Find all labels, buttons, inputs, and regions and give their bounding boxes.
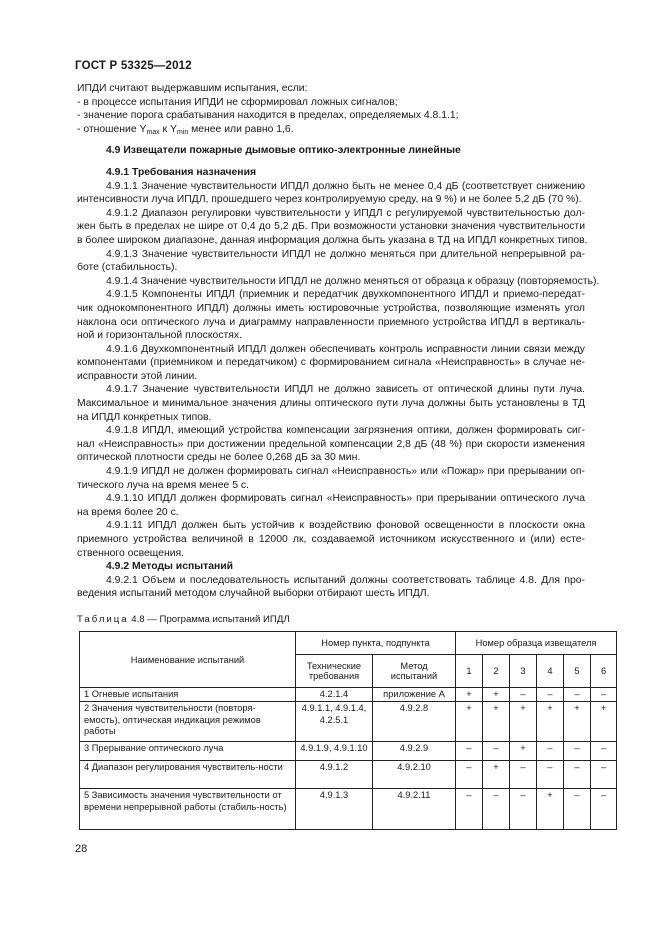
paragraph-line: нал «Неисправность» при достижении предельной компенсации 2,8 дБ (48 %) при скорости изменения bbox=[77, 438, 585, 450]
sample-mark-cell: + bbox=[510, 702, 537, 742]
header-method: Метод испытаний bbox=[373, 655, 456, 688]
header-sample-number: 6 bbox=[591, 655, 617, 688]
method-cell: 4.9.2.10 bbox=[373, 761, 456, 789]
paragraph-line: 4.9.1.7 Значение чувствительности ИПДЛ не должно зависеть от оптической длины пути луча. bbox=[106, 384, 585, 396]
header-test-name: Наименование испытаний bbox=[80, 632, 296, 688]
paragraph-line: 4.9.1.9 ИПДЛ не должен формировать сигнал «Неисправность» или «Пожар» при прерывании оп- bbox=[106, 466, 585, 478]
paragraph-line: исправности этой линии. bbox=[77, 370, 198, 382]
paragraph-line: оптической плотности среды не более 0,268 дБ за 30 мин. bbox=[77, 452, 361, 464]
sample-mark-cell: – bbox=[510, 761, 537, 789]
sample-mark-cell: – bbox=[456, 789, 483, 830]
method-cell: 4.9.2.8 bbox=[373, 702, 456, 742]
header-sample-number: 1 bbox=[456, 655, 483, 688]
paragraph-line: Максимальное и минимальное значения длины оптического пути луча должны быть установлены в ТД bbox=[77, 398, 585, 410]
paragraph-line: интенсивности луча ИПДЛ, прошедшего через контролируемую среду, на 9 %) и не более 5,2 дБ (70 %). bbox=[77, 194, 582, 206]
sample-mark-cell: + bbox=[456, 702, 483, 742]
sample-mark-cell: – bbox=[456, 742, 483, 761]
paragraph-line: приемного устройства величиной в 12000 лк, создаваемой источником искусственного и (или) есте- bbox=[77, 534, 585, 545]
sample-mark-cell: – bbox=[591, 761, 617, 789]
sample-mark-cell: – bbox=[564, 761, 591, 789]
sample-mark-cell: + bbox=[537, 789, 564, 830]
test-program-table bbox=[79, 631, 617, 830]
sample-mark-cell: + bbox=[483, 761, 510, 789]
sample-mark-cell: – bbox=[591, 742, 617, 761]
method-cell: 4.9.2.9 bbox=[373, 742, 456, 761]
sample-mark-cell: – bbox=[564, 789, 591, 830]
method-cell: приложение А bbox=[373, 688, 456, 702]
sample-mark-cell: + bbox=[510, 742, 537, 761]
header-requirements: Технические требования bbox=[296, 655, 373, 688]
paragraph-line: 4.9.1.8 ИПДЛ, имеющий устройства компенсации загрязнения оптики, должен формировать сиг- bbox=[106, 425, 585, 437]
document-header: ГОСТ Р 53325—2012 bbox=[75, 60, 192, 72]
sample-mark-cell: + bbox=[591, 702, 617, 742]
paragraph-line: 4.9.1.11 ИПДЛ должен быть устойчив к воздействию фоновой освещенности в плоскости окна bbox=[106, 520, 585, 532]
sample-mark-cell: – bbox=[537, 742, 564, 761]
paragraph-line: чик однокомпонентного ИПДЛ) должны иметь юстировочные устройства, позволяющие изменять угол bbox=[77, 302, 585, 314]
table-row bbox=[80, 742, 617, 761]
paragraph-line: 4.9.1.3 Значение чувствительности ИПДЛ не должно меняться при длительной непрерывной ра- bbox=[106, 248, 585, 260]
paragraph-line: ной и горизонтальной плоскостях. bbox=[77, 330, 242, 342]
header-sample-number: 5 bbox=[564, 655, 591, 688]
paragraph-line: ственного освещения. bbox=[77, 547, 185, 559]
table-row bbox=[80, 688, 617, 702]
page-number: 28 bbox=[75, 843, 88, 855]
sample-mark-cell: – bbox=[564, 742, 591, 761]
sample-mark-cell: + bbox=[483, 702, 510, 742]
table-row bbox=[80, 789, 617, 830]
sample-mark-cell: + bbox=[483, 688, 510, 702]
sample-mark-cell: – bbox=[510, 688, 537, 702]
paragraph-line: жен быть в пределах не шире от 0,4 до 5,2 дБ. При возможности установки значения чувствительности bbox=[77, 221, 585, 233]
section-title: 4.9 Извещатели пожарные дымовые оптико-электронные линейные bbox=[106, 145, 461, 157]
test-name-cell: 2 Значения чувствительности (повторя-емость), оптическая индикация режимов работы bbox=[80, 702, 296, 742]
paragraph-line: боте (стабильность). bbox=[77, 262, 178, 274]
table-row bbox=[80, 761, 617, 789]
paragraph-line: компонентами (приемником и передатчиком) с формированием сигнала «Неисправность» в случае не- bbox=[77, 357, 585, 369]
requirements-cell: 4.2.1.4 bbox=[296, 688, 373, 702]
paragraph-line: тического луча на время менее 5 с. bbox=[77, 479, 249, 491]
subsection-title: 4.9.1 Требования назначения bbox=[106, 166, 257, 178]
paragraph-line: наклона оси оптического луча и диаграмму направленности приемного устройства ИПДЛ в вертикаль- bbox=[77, 316, 585, 328]
sample-mark-cell: – bbox=[591, 688, 617, 702]
header-item-group: Номер пункта, подпункта bbox=[296, 632, 456, 655]
paragraph-line: 4.9.2.1 Объем и последовательность испытаний должны соответствовать таблице 4.8. Для про- bbox=[106, 574, 585, 586]
sample-mark-cell: – bbox=[537, 688, 564, 702]
sample-mark-cell: – bbox=[564, 688, 591, 702]
sample-mark-cell: – bbox=[537, 761, 564, 789]
sample-mark-cell: – bbox=[591, 789, 617, 830]
header-sample-number: 4 bbox=[537, 655, 564, 688]
test-name-cell: 5 Зависимость значения чувствительности от времени непрерывной работы (стабиль-ность) bbox=[80, 789, 296, 830]
body-text bbox=[77, 82, 600, 601]
table-row bbox=[80, 702, 617, 742]
requirements-cell: 4.9.1.1, 4.9.1.4, 4.2.5.1 bbox=[296, 702, 373, 742]
paragraph-line: в более широком диапазоне, данная информация должна быть указана в ТД на ИПДЛ конкретных типов. bbox=[77, 234, 588, 246]
paragraph-line: 4.9.1.2 Диапазон регулировки чувствительности у ИПДЛ с регулируемой чувствительностью дол- bbox=[106, 207, 585, 219]
sample-mark-cell: + bbox=[564, 702, 591, 742]
sample-mark-cell: – bbox=[483, 789, 510, 830]
header-sample-number: 3 bbox=[510, 655, 537, 688]
intro-ratio: - отношение $Y_{max}$ к $Y_{min}$ менее или равно 1,6. bbox=[77, 123, 294, 136]
requirements-cell: 4.9.1.3 bbox=[296, 789, 373, 830]
test-name-cell: 4 Диапазон регулирования чувствитель-ности bbox=[80, 761, 296, 789]
test-name-cell: 3 Прерывание оптического луча bbox=[80, 742, 296, 761]
intro-item: - в процессе испытания ИПДИ не сформировал ложных сигналов; bbox=[77, 96, 398, 108]
sample-mark-cell: – bbox=[510, 789, 537, 830]
header-sample-group: Номер образца извещателя bbox=[456, 632, 617, 655]
intro-lead: ИПДИ считают выдержавшим испытания, если: bbox=[77, 83, 308, 94]
header-sample-number: 2 bbox=[483, 655, 510, 688]
sample-mark-cell: – bbox=[456, 761, 483, 789]
paragraph-line: на время более 20 с. bbox=[77, 506, 179, 518]
paragraph-line: ведения испытаний методом случайной выборки отбирают шесть ИПДЛ. bbox=[77, 588, 430, 600]
sample-mark-cell: + bbox=[456, 688, 483, 702]
subsection-title: 4.9.2 Методы испытаний bbox=[106, 561, 234, 573]
requirements-cell: 4.9.1.9, 4.9.1.10 bbox=[296, 742, 373, 761]
sample-mark-cell: – bbox=[483, 742, 510, 761]
test-name-cell: 1 Огневые испытания bbox=[80, 688, 296, 702]
sample-mark-cell: + bbox=[537, 702, 564, 742]
table-caption: Таблица 4.8 — Программа испытаний ИПДЛ bbox=[77, 614, 290, 625]
paragraph-line: на ИПДЛ конкретных типов. bbox=[77, 411, 212, 423]
method-cell: 4.9.2.11 bbox=[373, 789, 456, 830]
intro-item: - значение порога срабатывания находится в пределах, определяемых 4.8.1.1; bbox=[77, 110, 459, 122]
paragraph-line: 4.9.1.1 Значение чувствительности ИПДЛ должно быть не менее 0,4 дБ (соответствует снижению bbox=[106, 180, 585, 192]
paragraph-line: 4.9.1.10 ИПДЛ должен формировать сигнал «Неисправность» при прерывании оптического луча bbox=[106, 493, 585, 505]
paragraph-line: 4.9.1.5 Компоненты ИПДЛ (приемник и передатчик двухкомпонентного ИПДЛ и приемо-передат- bbox=[106, 289, 585, 301]
requirements-cell: 4.9.1.2 bbox=[296, 761, 373, 789]
paragraph-line: 4.9.1.4 Значение чувствительности ИПДЛ не должно меняться от образца к образцу (повторяемость). bbox=[106, 275, 600, 287]
paragraph-line: 4.9.1.6 Двухкомпонентный ИПДЛ должен обеспечивать контроль исправности линии связи между bbox=[106, 343, 585, 355]
